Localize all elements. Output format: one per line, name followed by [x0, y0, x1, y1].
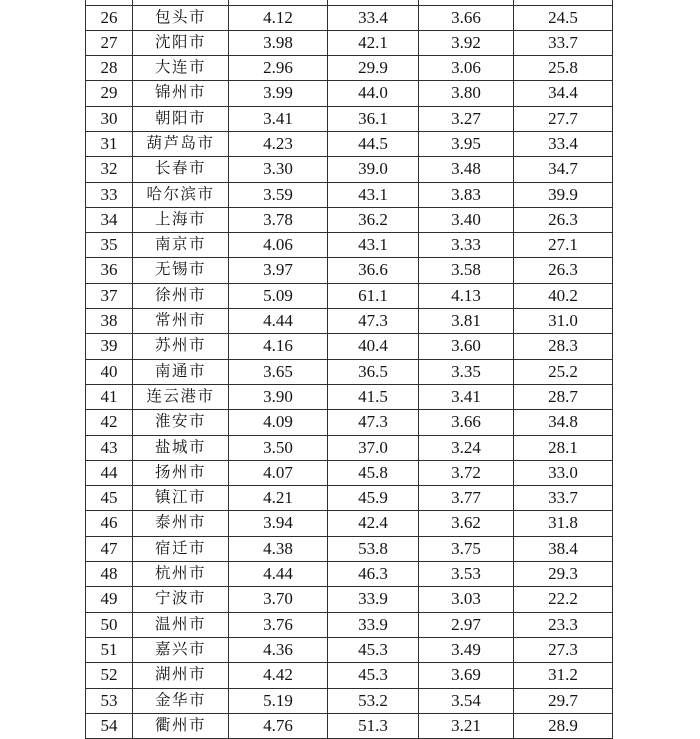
table-row [86, 5, 613, 30]
value-cell: 40.2 [514, 283, 613, 308]
row-number-cell: 35 [86, 233, 133, 258]
value-cell: 3.60 [419, 334, 514, 359]
value-cell: 47.3 [328, 410, 419, 435]
row-number-cell: 33 [86, 182, 133, 207]
value-cell: 41.5 [328, 384, 419, 409]
value-cell: 4.13 [419, 283, 514, 308]
value-cell: 4.16 [229, 334, 328, 359]
city-name-cell: 苏州市 [133, 334, 229, 359]
value-cell: 37.0 [328, 435, 419, 460]
city-name-cell: 南通市 [133, 359, 229, 384]
city-name-cell: 哈尔滨市 [133, 182, 229, 207]
value-cell: 29.3 [514, 562, 613, 587]
value-cell: 3.66 [419, 410, 514, 435]
table-row [86, 384, 613, 409]
row-number-cell: 43 [86, 435, 133, 460]
value-cell: 3.76 [229, 612, 328, 637]
value-cell: 29.9 [328, 56, 419, 81]
value-cell: 36.5 [328, 359, 419, 384]
value-cell: 39.0 [328, 157, 419, 182]
value-cell: 51.3 [328, 713, 419, 738]
value-cell: 26.3 [514, 258, 613, 283]
table-row [86, 486, 613, 511]
table-row [86, 81, 613, 106]
value-cell: 4.21 [229, 486, 328, 511]
city-name-cell: 盐城市 [133, 435, 229, 460]
value-cell: 3.78 [229, 207, 328, 232]
value-cell: 47.3 [328, 309, 419, 334]
row-number-cell: 38 [86, 309, 133, 334]
row-number-cell: 39 [86, 334, 133, 359]
value-cell: 27.7 [514, 106, 613, 131]
value-cell: 3.27 [419, 106, 514, 131]
value-cell: 27.3 [514, 637, 613, 662]
row-number-cell: 44 [86, 460, 133, 485]
row-number-cell: 42 [86, 410, 133, 435]
row-number-cell: 26 [86, 5, 133, 30]
table-row [86, 157, 613, 182]
value-cell: 28.3 [514, 334, 613, 359]
value-cell: 3.95 [419, 131, 514, 156]
value-cell: 31.0 [514, 309, 613, 334]
value-cell: 29.7 [514, 688, 613, 713]
value-cell: 4.76 [229, 713, 328, 738]
value-cell: 34.8 [514, 410, 613, 435]
value-cell: 4.12 [229, 5, 328, 30]
row-number-cell: 27 [86, 30, 133, 55]
value-cell: 33.9 [328, 587, 419, 612]
value-cell: 36.6 [328, 258, 419, 283]
value-cell: 3.53 [419, 562, 514, 587]
row-number-cell: 54 [86, 713, 133, 738]
value-cell: 25.2 [514, 359, 613, 384]
value-cell: 3.35 [419, 359, 514, 384]
value-cell: 33.7 [514, 486, 613, 511]
city-name-cell: 淮安市 [133, 410, 229, 435]
table-row [86, 182, 613, 207]
table-row [86, 612, 613, 637]
value-cell: 3.83 [419, 182, 514, 207]
value-cell: 3.97 [229, 258, 328, 283]
city-name-cell: 衢州市 [133, 713, 229, 738]
value-cell: 43.1 [328, 182, 419, 207]
city-name-cell: 朝阳市 [133, 106, 229, 131]
city-name-cell: 扬州市 [133, 460, 229, 485]
city-name-cell: 湖州市 [133, 663, 229, 688]
city-name-cell: 徐州市 [133, 283, 229, 308]
value-cell: 4.06 [229, 233, 328, 258]
table-row [86, 106, 613, 131]
value-cell: 42.4 [328, 511, 419, 536]
table-row [86, 207, 613, 232]
value-cell: 4.44 [229, 562, 328, 587]
table-row [86, 233, 613, 258]
value-cell: 3.92 [419, 30, 514, 55]
row-number-cell: 40 [86, 359, 133, 384]
value-cell: 3.99 [229, 81, 328, 106]
city-name-cell: 锦州市 [133, 81, 229, 106]
city-name-cell: 包头市 [133, 5, 229, 30]
table-row [86, 56, 613, 81]
row-number-cell: 48 [86, 562, 133, 587]
data-table [85, 0, 613, 739]
table-row [86, 410, 613, 435]
table-row [86, 283, 613, 308]
value-cell: 45.3 [328, 663, 419, 688]
value-cell: 4.07 [229, 460, 328, 485]
value-cell: 3.40 [419, 207, 514, 232]
city-name-cell: 无锡市 [133, 258, 229, 283]
value-cell: 3.59 [229, 182, 328, 207]
value-cell: 23.3 [514, 612, 613, 637]
value-cell: 3.75 [419, 536, 514, 561]
row-number-cell: 30 [86, 106, 133, 131]
value-cell: 3.70 [229, 587, 328, 612]
value-cell: 3.33 [419, 233, 514, 258]
value-cell: 24.5 [514, 5, 613, 30]
value-cell: 3.21 [419, 713, 514, 738]
value-cell: 5.09 [229, 283, 328, 308]
value-cell: 2.96 [229, 56, 328, 81]
row-number-cell: 34 [86, 207, 133, 232]
value-cell: 28.1 [514, 435, 613, 460]
city-name-cell: 连云港市 [133, 384, 229, 409]
city-name-cell: 镇江市 [133, 486, 229, 511]
value-cell: 22.2 [514, 587, 613, 612]
value-cell: 36.1 [328, 106, 419, 131]
row-number-cell: 28 [86, 56, 133, 81]
value-cell: 53.8 [328, 536, 419, 561]
value-cell: 40.4 [328, 334, 419, 359]
value-cell: 3.94 [229, 511, 328, 536]
table-row [86, 511, 613, 536]
table-row [86, 30, 613, 55]
value-cell: 28.7 [514, 384, 613, 409]
value-cell: 3.54 [419, 688, 514, 713]
value-cell: 4.36 [229, 637, 328, 662]
value-cell: 3.72 [419, 460, 514, 485]
city-name-cell: 长春市 [133, 157, 229, 182]
table-row [86, 562, 613, 587]
table-row [86, 334, 613, 359]
city-name-cell: 宿迁市 [133, 536, 229, 561]
row-number-cell: 32 [86, 157, 133, 182]
city-name-cell: 大连市 [133, 56, 229, 81]
city-name-cell: 嘉兴市 [133, 637, 229, 662]
table-row [86, 713, 613, 738]
table-row [86, 688, 613, 713]
city-name-cell: 宁波市 [133, 587, 229, 612]
value-cell: 61.1 [328, 283, 419, 308]
value-cell: 28.9 [514, 713, 613, 738]
value-cell: 2.97 [419, 612, 514, 637]
value-cell: 3.62 [419, 511, 514, 536]
city-name-cell: 葫芦岛市 [133, 131, 229, 156]
value-cell: 31.2 [514, 663, 613, 688]
table-row [86, 460, 613, 485]
value-cell: 3.66 [419, 5, 514, 30]
value-cell: 39.9 [514, 182, 613, 207]
value-cell: 44.0 [328, 81, 419, 106]
value-cell: 33.4 [514, 131, 613, 156]
value-cell: 34.4 [514, 81, 613, 106]
value-cell: 33.0 [514, 460, 613, 485]
value-cell: 31.8 [514, 511, 613, 536]
value-cell: 3.06 [419, 56, 514, 81]
row-number-cell: 45 [86, 486, 133, 511]
row-number-cell: 49 [86, 587, 133, 612]
city-name-cell: 温州市 [133, 612, 229, 637]
value-cell: 3.77 [419, 486, 514, 511]
value-cell: 33.9 [328, 612, 419, 637]
city-name-cell: 杭州市 [133, 562, 229, 587]
table-row [86, 131, 613, 156]
row-number-cell: 50 [86, 612, 133, 637]
value-cell: 27.1 [514, 233, 613, 258]
value-cell: 4.38 [229, 536, 328, 561]
value-cell: 3.50 [229, 435, 328, 460]
row-number-cell: 41 [86, 384, 133, 409]
value-cell: 3.03 [419, 587, 514, 612]
value-cell: 5.19 [229, 688, 328, 713]
row-number-cell: 51 [86, 637, 133, 662]
table-row [86, 258, 613, 283]
table-row [86, 536, 613, 561]
value-cell: 3.49 [419, 637, 514, 662]
value-cell: 4.09 [229, 410, 328, 435]
value-cell: 3.24 [419, 435, 514, 460]
table-row [86, 435, 613, 460]
value-cell: 4.42 [229, 663, 328, 688]
value-cell: 42.1 [328, 30, 419, 55]
value-cell: 34.7 [514, 157, 613, 182]
value-cell: 46.3 [328, 562, 419, 587]
row-number-cell: 53 [86, 688, 133, 713]
row-number-cell: 46 [86, 511, 133, 536]
table-row [86, 587, 613, 612]
value-cell: 3.80 [419, 81, 514, 106]
value-cell: 3.69 [419, 663, 514, 688]
value-cell: 45.9 [328, 486, 419, 511]
value-cell: 38.4 [514, 536, 613, 561]
city-name-cell: 泰州市 [133, 511, 229, 536]
table-row [86, 637, 613, 662]
value-cell: 45.3 [328, 637, 419, 662]
city-name-cell: 上海市 [133, 207, 229, 232]
city-name-cell: 金华市 [133, 688, 229, 713]
value-cell: 25.8 [514, 56, 613, 81]
value-cell: 3.65 [229, 359, 328, 384]
table-row [86, 663, 613, 688]
row-number-cell: 29 [86, 81, 133, 106]
value-cell: 4.44 [229, 309, 328, 334]
value-cell: 26.3 [514, 207, 613, 232]
value-cell: 53.2 [328, 688, 419, 713]
value-cell: 3.98 [229, 30, 328, 55]
value-cell: 33.7 [514, 30, 613, 55]
city-name-cell: 沈阳市 [133, 30, 229, 55]
value-cell: 3.48 [419, 157, 514, 182]
city-name-cell: 常州市 [133, 309, 229, 334]
value-cell: 33.4 [328, 5, 419, 30]
value-cell: 3.41 [419, 384, 514, 409]
value-cell: 3.30 [229, 157, 328, 182]
table-row [86, 359, 613, 384]
row-number-cell: 52 [86, 663, 133, 688]
row-number-cell: 47 [86, 536, 133, 561]
value-cell: 36.2 [328, 207, 419, 232]
value-cell: 4.23 [229, 131, 328, 156]
value-cell: 3.41 [229, 106, 328, 131]
value-cell: 3.81 [419, 309, 514, 334]
value-cell: 44.5 [328, 131, 419, 156]
table-body [86, 0, 613, 739]
value-cell: 45.8 [328, 460, 419, 485]
row-number-cell: 36 [86, 258, 133, 283]
value-cell: 3.58 [419, 258, 514, 283]
row-number-cell: 31 [86, 131, 133, 156]
table-row [86, 309, 613, 334]
city-name-cell: 南京市 [133, 233, 229, 258]
value-cell: 43.1 [328, 233, 419, 258]
value-cell: 3.90 [229, 384, 328, 409]
row-number-cell: 37 [86, 283, 133, 308]
